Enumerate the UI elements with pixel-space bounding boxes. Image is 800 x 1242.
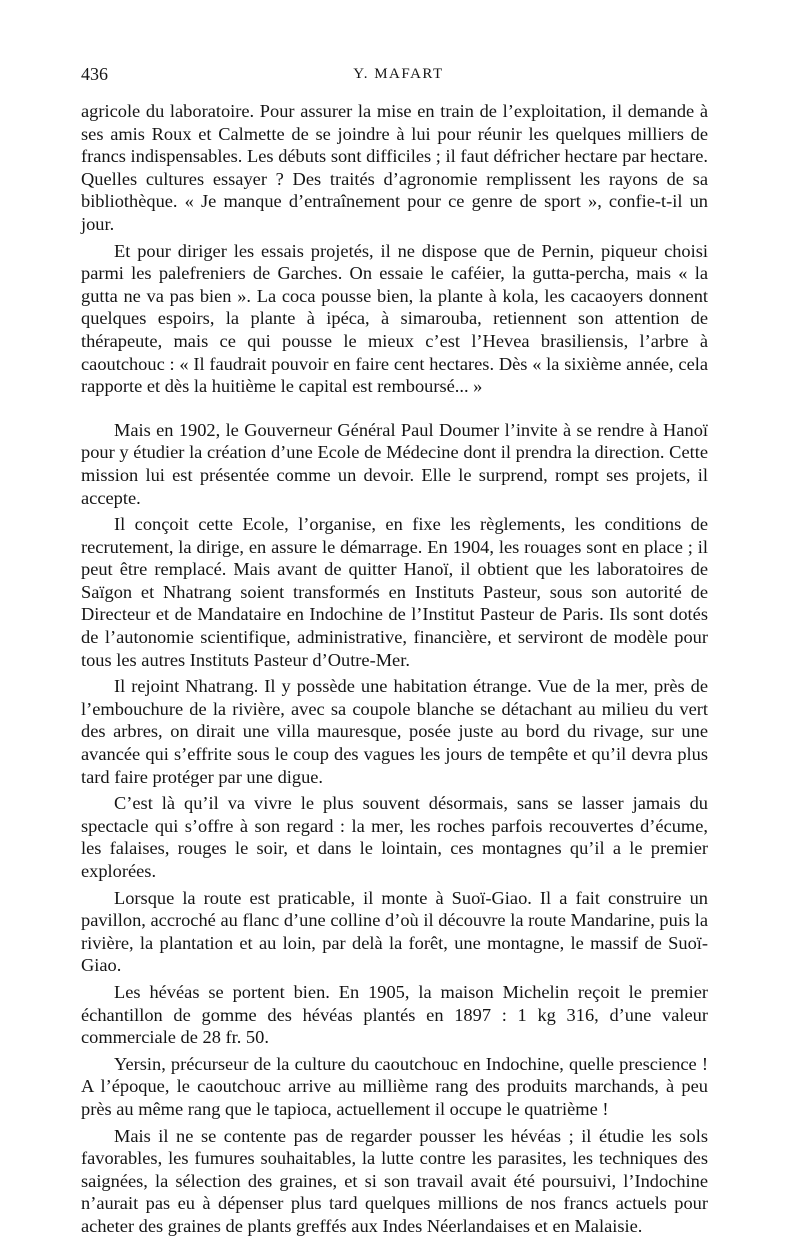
paragraph: C’est là qu’il va vivre le plus souvent désormais, sans se lasser jamais du spectacle qui s’offre à son regard : la mer, les roches parfois recouvertes d’écume, les falaises, rouges le soir, et dans le lointain, ces montagnes qu’il a le premier explorées. [81, 793, 708, 881]
paragraph: Et pour diriger les essais projetés, il ne dispose que de Pernin, piqueur choisi parmi les palefreniers de Garches. On essaie le caféier, la gutta-percha, mais « la gutta ne va pas bien ». La coca pousse bien, la plante à kola, les cacaoyers donnent quelques espoirs, la plante à ipéca, à simarouba, retiennent son attention de thérapeute, mais ce qui pousse le mieux c’est l’Hevea brasiliensis, l’arbre à caoutchouc : « Il faudrait pouvoir en faire cent hectares. Dès « la sixième année, cela rapporte et dès la huitième le capital est remboursé... » [81, 240, 708, 397]
paragraph: Les hévéas se portent bien. En 1905, la maison Michelin reçoit le premier échantillon de gomme des hévéas plantés en 1897 : 1 kg 316, d’une valeur commerciale de 28 fr. 50. [81, 981, 708, 1048]
body-text [81, 100, 708, 1242]
paragraph: Yersin, précurseur de la culture du caoutchouc en Indochine, quelle prescience ! A l’époque, le caoutchouc arrive au millième rang des produits marchands, à peu près au même rang que le tapioca, actuellement il occupe le quatrième ! [81, 1053, 708, 1119]
paragraph: Il rejoint Nhatrang. Il y possède une habitation étrange. Vue de la mer, près de l’embouchure de la rivière, avec sa coupole blanche se détachant au milieu du vert des arbres, on dirait une villa mauresque, posée juste au bord du rivage, sur une avancée qui s’effrite sous le coup des vagues les jours de tempête et qu’il devra plus tard faire protéger par une digue. [81, 676, 708, 787]
paragraph: Lorsque la route est praticable, il monte à Suoï-Giao. Il a fait construire un pavillon, accroché au flanc d’une colline d’où il découvre la route Mandarine, puis la rivière, la plantation et au loin, par delà la forêt, une montagne, le massif de Suoï-Giao. [81, 887, 708, 976]
paragraph: Mais en 1902, le Gouverneur Général Paul Doumer l’invite à se rendre à Hanoï pour y étudier la création d’une Ecole de Médecine dont il prendra la direction. Cette mission lui est présentée comme un devoir. Elle le surprend, rompt ses projets, il accepte. [81, 419, 708, 508]
page-header [81, 64, 716, 88]
paragraph: Il conçoit cette Ecole, l’organise, en fixe les règlements, les conditions de recrutement, la dirige, en assure le démarrage. En 1904, les rouages sont en place ; il peut être remplacé. Mais avant de quitter Hanoï, il obtient que les laboratoires de Saïgon et Nhatrang soient transformés en Instituts Pasteur, sous son autorité de Directeur et de Mandataire en Indochine de l’Institut Pasteur de Paris. Ils sont dotés de l’autonomie scientifique, administrative, financière, et serviront de modèle pour tous les autres Instituts Pasteur d’Outre-Mer. [81, 514, 708, 670]
page-number: 436 [81, 64, 108, 84]
paragraph: agricole du laboratoire. Pour assurer la mise en train de l’exploitation, il demande à ses amis Roux et Calmette de se joindre à lui pour réunir les quelques milliers de francs indispensables. Les débuts sont difficiles ; il faut défricher hectare par hectare. Quelles cultures essayer ? Des traités d’agronomie remplissent les rayons de sa bibliothèque. « Je manque d’entraînement pour ce genre de sport », confie-t-il un jour. [81, 101, 708, 234]
running-head: Y. MAFART [353, 66, 444, 82]
paragraph: Mais il ne se contente pas de regarder pousser les hévéas ; il étudie les sols favorables, les fumures souhaitables, la lutte contre les parasites, les techniques des saignées, la sélection des graines, et si son travail avait été poursuivi, l’Indochine n’aurait pas eu à dépenser plus tard quelques millions de nos francs actuels pour acheter des graines de plants greffés aux Indes Néerlandaises et en Malaisie. [81, 1125, 708, 1236]
